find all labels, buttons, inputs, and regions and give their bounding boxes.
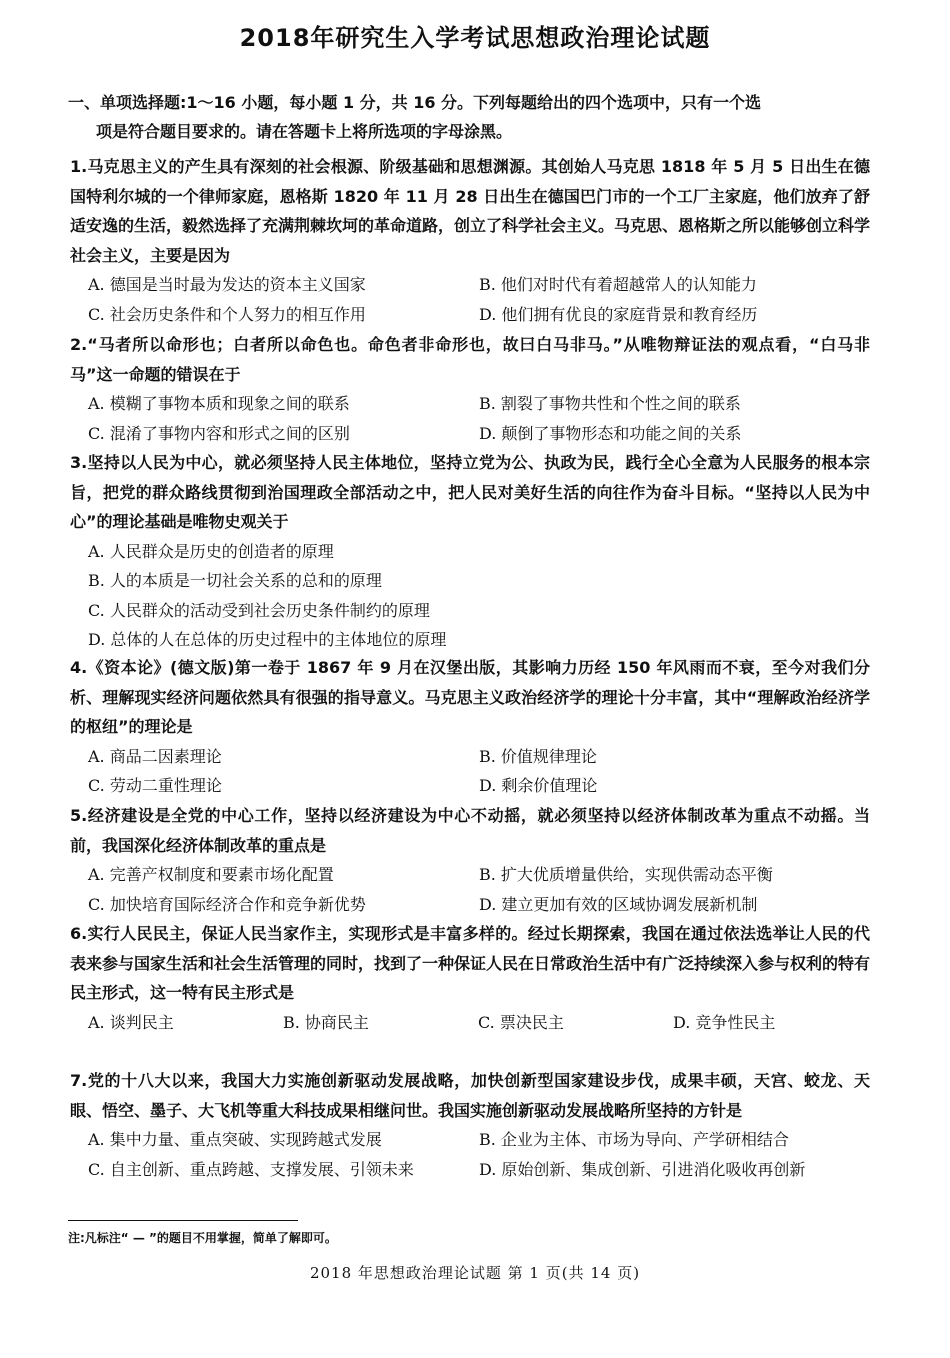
question-number: 6. [70,924,88,943]
option-list [70,860,870,919]
question-stem [70,448,870,537]
option-a[interactable]: A. 谈判民主 [88,1012,174,1032]
question-6 [70,919,870,1037]
question-stem [70,801,870,860]
option-d[interactable]: D. 原始创新、集成创新、引进消化吸收再创新 [479,1159,806,1179]
question-stem [70,330,870,389]
option-b[interactable]: B. 价值规律理论 [479,746,597,766]
question-text: 党的十八大以来，我国大力实施创新驱动发展战略，加快创新型国家建设步伐，成果丰硕，天宫、蛟龙、天眼、悟空、墨子、大飞机等重大科技成果相继问世。我国实施创新驱动发展战略所坚持的方针是 [70,1071,870,1120]
option-a[interactable]: A. 完善产权制度和要素市场化配置 [88,865,334,884]
question-stem [70,653,870,742]
question-3 [70,448,870,655]
option-c[interactable]: C. 自主创新、重点跨越、支撑发展、引领未来 [88,1159,414,1179]
option-d[interactable]: D. 总体的人在总体的历史过程中的主体地位的原理 [88,630,447,649]
footnote-divider [68,1220,298,1221]
question-text: 坚持以人民为中心，就必须坚持人民主体地位，坚持立党为公、执政为民，践行全心全意为人民服务的根本宗旨，把党的群众路线贯彻到治国理政全部活动之中，把人民对美好生活的向往作为奋斗目标。“坚持以人民为中心”的理论基础是唯物史观关于 [70,453,870,531]
question-stem [70,152,870,270]
instructions-line-1: 一、单项选择题:1～16 小题，每小题 1 分，共 16 分。下列每题给出的四个选项中，只有一个选 [68,93,762,112]
option-b[interactable]: B. 协商民主 [283,1012,369,1032]
option-a[interactable]: A. 商品二因素理论 [88,746,222,766]
option-d[interactable]: D. 颠倒了事物形态和功能之间的关系 [479,423,742,443]
option-list [70,1008,870,1038]
option-c[interactable]: C. 人民群众的活动受到社会历史条件制约的原理 [88,600,430,620]
option-a[interactable]: A. 德国是当时最为发达的资本主义国家 [88,275,366,294]
option-list [70,1125,870,1184]
question-7 [70,1066,870,1184]
question-stem [70,1066,870,1125]
question-5 [70,801,870,919]
option-a[interactable]: A. 人民群众是历史的创造者的原理 [88,541,334,561]
question-number: 3. [70,453,88,472]
question-number: 4. [70,658,88,677]
question-number: 7. [70,1071,88,1090]
question-number: 1. [70,157,88,176]
option-a[interactable]: A. 模糊了事物本质和现象之间的联系 [88,394,350,413]
footnote: 注:凡标注“ — ”的题目不用掌握，简单了解即可。 [68,1231,337,1245]
option-c[interactable]: C. 社会历史条件和个人努力的相互作用 [88,304,366,324]
option-d[interactable]: D. 剩余价值理论 [479,776,598,795]
option-list [70,270,870,329]
option-c[interactable]: C. 加快培育国际经济合作和竞争新优势 [88,894,366,914]
option-b[interactable]: B. 扩大优质增量供给，实现供需动态平衡 [479,865,773,884]
question-4 [70,653,870,801]
option-list [70,537,870,655]
question-1 [70,152,870,329]
option-b[interactable]: B. 割裂了事物共性和个性之间的联系 [479,394,741,413]
option-d[interactable]: D. 他们拥有优良的家庭背景和教育经历 [479,304,758,324]
question-number: 2. [70,335,88,354]
option-list [70,742,870,801]
question-2 [70,330,870,448]
section-instructions [68,88,868,146]
option-b[interactable]: B. 人的本质是一切社会关系的总和的原理 [88,571,382,590]
option-b[interactable]: B. 企业为主体、市场为导向、产学研相结合 [479,1130,789,1149]
option-a[interactable]: A. 集中力量、重点突破、实现跨越式发展 [88,1130,382,1149]
question-text: 马克思主义的产生具有深刻的社会根源、阶级基础和思想渊源。其创始人马克思 1818 年 5 月 5 日出生在德国特利尔城的一个律师家庭，恩格斯 1820 年 11 月 28 日出生在德国巴门市的一个工厂主家庭，他们放弃了舒适安逸的生活，毅然选择了充满荆棘坎坷的革命道路，创立了科学社会主义。马克思、恩格斯之所以能够创立科学社会主义，主要是因为 [70,157,871,265]
option-c[interactable]: C. 劳动二重性理论 [88,776,222,795]
question-stem [70,919,870,1008]
question-text: 经济建设是全党的中心工作，坚持以经济建设为中心不动摇，就必须坚持以经济体制改革为重点不动摇。当前，我国深化经济体制改革的重点是 [70,806,870,855]
question-text: 《资本论》(德文版)第一卷于 1867 年 9 月在汉堡出版，其影响力历经 150 年风雨而不衰，至今对我们分析、理解现实经济问题依然具有很强的指导意义。马克思主义政治经济学的理论十分丰富，其中“理解政治经济学的枢纽”的理论是 [70,658,870,736]
instructions-line-2: 项是符合题目要求的。请在答题卡上将所选项的字母涂黑。 [96,122,513,141]
question-text: 实行人民民主，保证人民当家作主，实现形式是丰富多样的。经过长期探索，我国在通过依法选举让人民的代表来参与国家生活和社会生活管理的同时，找到了一种保证人民在日常政治生活中有广泛持续深入参与权利的特有民主形式，这一特有民主形式是 [70,924,871,1002]
question-text: “马者所以命形也；白者所以命色也。命色者非命形也，故曰白马非马。”从唯物辩证法的观点看，“白马非马”这一命题的错误在于 [70,335,870,384]
question-number: 5. [70,806,88,825]
page-title: 2018年研究生入学考试思想政治理论试题 [239,24,711,52]
option-list [70,389,870,448]
option-d[interactable]: D. 竞争性民主 [673,1012,776,1032]
page-footer: 2018 年思想政治理论试题 第 1 页(共 14 页) [309,1264,641,1282]
option-c[interactable]: C. 票决民主 [478,1012,564,1032]
option-c[interactable]: C. 混淆了事物内容和形式之间的区别 [88,423,350,443]
option-b[interactable]: B. 他们对时代有着超越常人的认知能力 [479,275,757,294]
option-d[interactable]: D. 建立更加有效的区域协调发展新机制 [479,894,758,914]
